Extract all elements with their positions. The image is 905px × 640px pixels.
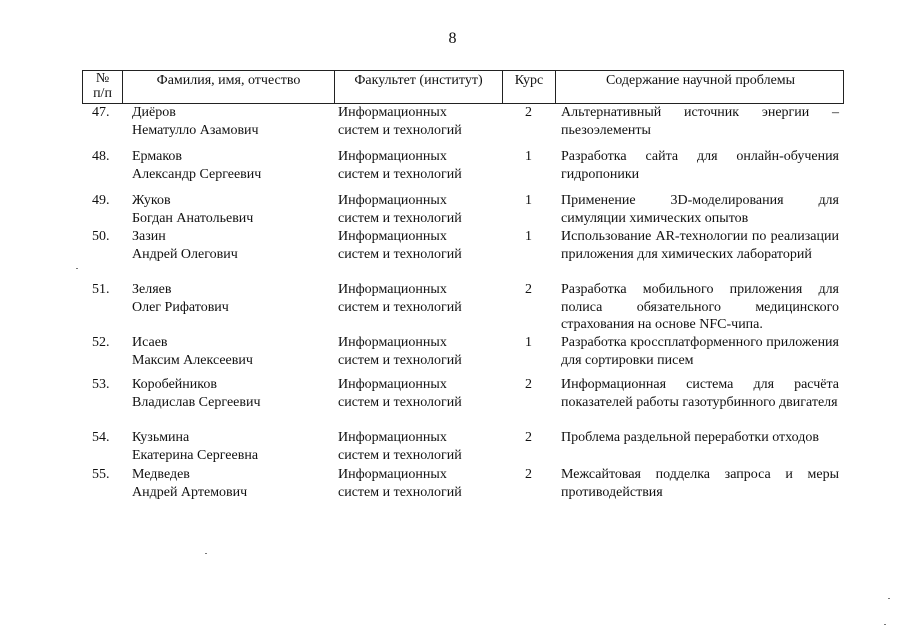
- faculty-line1: Информационных: [338, 149, 447, 164]
- student-surname: Кузьмина: [132, 430, 190, 445]
- student-given-names: Нематулло Азамович: [132, 122, 259, 138]
- faculty-line2: систем и технологий: [338, 122, 462, 138]
- faculty: [338, 429, 503, 464]
- research-topic: [561, 192, 839, 227]
- research-topic-text: Межсайтовая подделка запроса и меры противодействия: [561, 467, 839, 500]
- header-faculty-label: Факультет (институт): [354, 73, 483, 88]
- student-surname: Жуков: [132, 193, 171, 208]
- student-given-names: Владислав Сергеевич: [132, 394, 261, 410]
- faculty-line2: систем и технологий: [338, 166, 462, 182]
- header-name: [123, 71, 335, 103]
- faculty: [338, 376, 503, 411]
- student-surname: Медведев: [132, 467, 190, 482]
- research-topic-text: Информационная система для расчёта показателей работы газотурбинного двигателя: [561, 377, 839, 410]
- course: 2: [525, 430, 532, 445]
- scan-speck: [76, 268, 78, 269]
- student-surname: Зазин: [132, 229, 166, 244]
- course: 1: [525, 193, 532, 208]
- research-topic: [561, 376, 839, 411]
- research-topic: [561, 466, 839, 501]
- course: 1: [525, 229, 532, 244]
- header-number: [83, 71, 123, 103]
- faculty: [338, 281, 503, 316]
- student-name: [132, 466, 332, 501]
- faculty-line2: систем и технологий: [338, 484, 462, 500]
- faculty-line1: Информационных: [338, 282, 447, 297]
- faculty-line2: систем и технологий: [338, 246, 462, 262]
- student-name: [132, 334, 332, 369]
- faculty-line2: систем и технологий: [338, 394, 462, 410]
- research-topic-text: Проблема раздельной переработки отходов: [561, 430, 819, 445]
- row-number: 50.: [92, 229, 110, 244]
- faculty-line1: Информационных: [338, 335, 447, 350]
- header-topic-label: Содержание научной проблемы: [605, 73, 796, 88]
- research-topic-text: Разработка сайта для онлайн-обучения гидропоники: [561, 149, 839, 182]
- faculty: [338, 192, 503, 227]
- student-given-names: Екатерина Сергеевна: [132, 447, 259, 463]
- student-surname: Коробейников: [132, 377, 217, 392]
- faculty-line1: Информационных: [338, 467, 447, 482]
- scan-speck: [205, 553, 207, 554]
- faculty: [338, 148, 503, 183]
- row-number: 51.: [92, 282, 110, 297]
- faculty-line2: систем и технологий: [338, 447, 462, 463]
- research-topic: [561, 429, 839, 447]
- student-given-names: Андрей Олегович: [132, 246, 238, 262]
- scan-speck: [884, 624, 886, 625]
- student-name: [132, 281, 332, 316]
- students-table: [82, 70, 844, 500]
- student-surname: Зеляев: [132, 282, 172, 297]
- research-topic-text: Использование AR-технологии по реализации приложения для химических лабораторий: [561, 229, 839, 262]
- header-topic: [556, 71, 845, 103]
- faculty-line1: Информационных: [338, 377, 447, 392]
- course: 2: [525, 105, 532, 120]
- faculty-line2: систем и технологий: [338, 210, 462, 226]
- research-topic-text: Применение 3D-моделирования для симуляции химических опытов: [561, 193, 839, 226]
- student-name: [132, 148, 332, 183]
- header-name-label: Фамилия, имя, отчество: [156, 73, 301, 88]
- student-given-names: Александр Сергеевич: [132, 166, 262, 182]
- header-course: [503, 71, 556, 103]
- research-topic: [561, 228, 839, 263]
- faculty-line2: систем и технологий: [338, 299, 462, 315]
- faculty-line1: Информационных: [338, 193, 447, 208]
- faculty: [338, 104, 503, 139]
- student-given-names: Олег Рифатович: [132, 299, 229, 315]
- row-number: 47.: [92, 105, 110, 120]
- row-number: 49.: [92, 193, 110, 208]
- research-topic: [561, 104, 839, 139]
- course: 1: [525, 335, 532, 350]
- header-faculty: [335, 71, 503, 103]
- student-surname: Ермаков: [132, 149, 183, 164]
- student-name: [132, 429, 332, 464]
- faculty: [338, 228, 503, 263]
- scan-speck: [888, 598, 890, 599]
- faculty-line1: Информационных: [338, 430, 447, 445]
- header-course-label: Курс: [514, 73, 544, 88]
- row-number: 53.: [92, 377, 110, 392]
- course: 2: [525, 377, 532, 392]
- faculty: [338, 334, 503, 369]
- table-header: [82, 70, 844, 104]
- faculty-line1: Информационных: [338, 229, 447, 244]
- student-name: [132, 228, 332, 263]
- faculty-line1: Информационных: [338, 105, 447, 120]
- row-number: 48.: [92, 149, 110, 164]
- header-number-line2: п/п: [93, 86, 112, 101]
- course: 2: [525, 467, 532, 482]
- faculty-line2: систем и технологий: [338, 352, 462, 368]
- research-topic: [561, 281, 839, 334]
- student-name: [132, 104, 332, 139]
- row-number: 52.: [92, 335, 110, 350]
- student-given-names: Андрей Артемович: [132, 484, 248, 500]
- research-topic-text: Альтернативный источник энергии – пьезоэлементы: [561, 105, 839, 138]
- research-topic-text: Разработка мобильного приложения для полиса обязательного медицинского страхования на основе NFC-чипа.: [561, 282, 839, 332]
- row-number: 54.: [92, 430, 110, 445]
- page-number: 8: [448, 30, 457, 47]
- header-number-line1: №: [95, 71, 110, 86]
- student-surname: Диёров: [132, 105, 176, 120]
- student-given-names: Максим Алексеевич: [132, 352, 253, 368]
- student-surname: Исаев: [132, 335, 168, 350]
- student-name: [132, 192, 332, 227]
- research-topic-text: Разработка кроссплатформенного приложения для сортировки писем: [561, 335, 839, 368]
- student-given-names: Богдан Анатольевич: [132, 210, 254, 226]
- row-number: 55.: [92, 467, 110, 482]
- course: 2: [525, 282, 532, 297]
- student-name: [132, 376, 332, 411]
- course: 1: [525, 149, 532, 164]
- research-topic: [561, 334, 839, 369]
- faculty: [338, 466, 503, 501]
- research-topic: [561, 148, 839, 183]
